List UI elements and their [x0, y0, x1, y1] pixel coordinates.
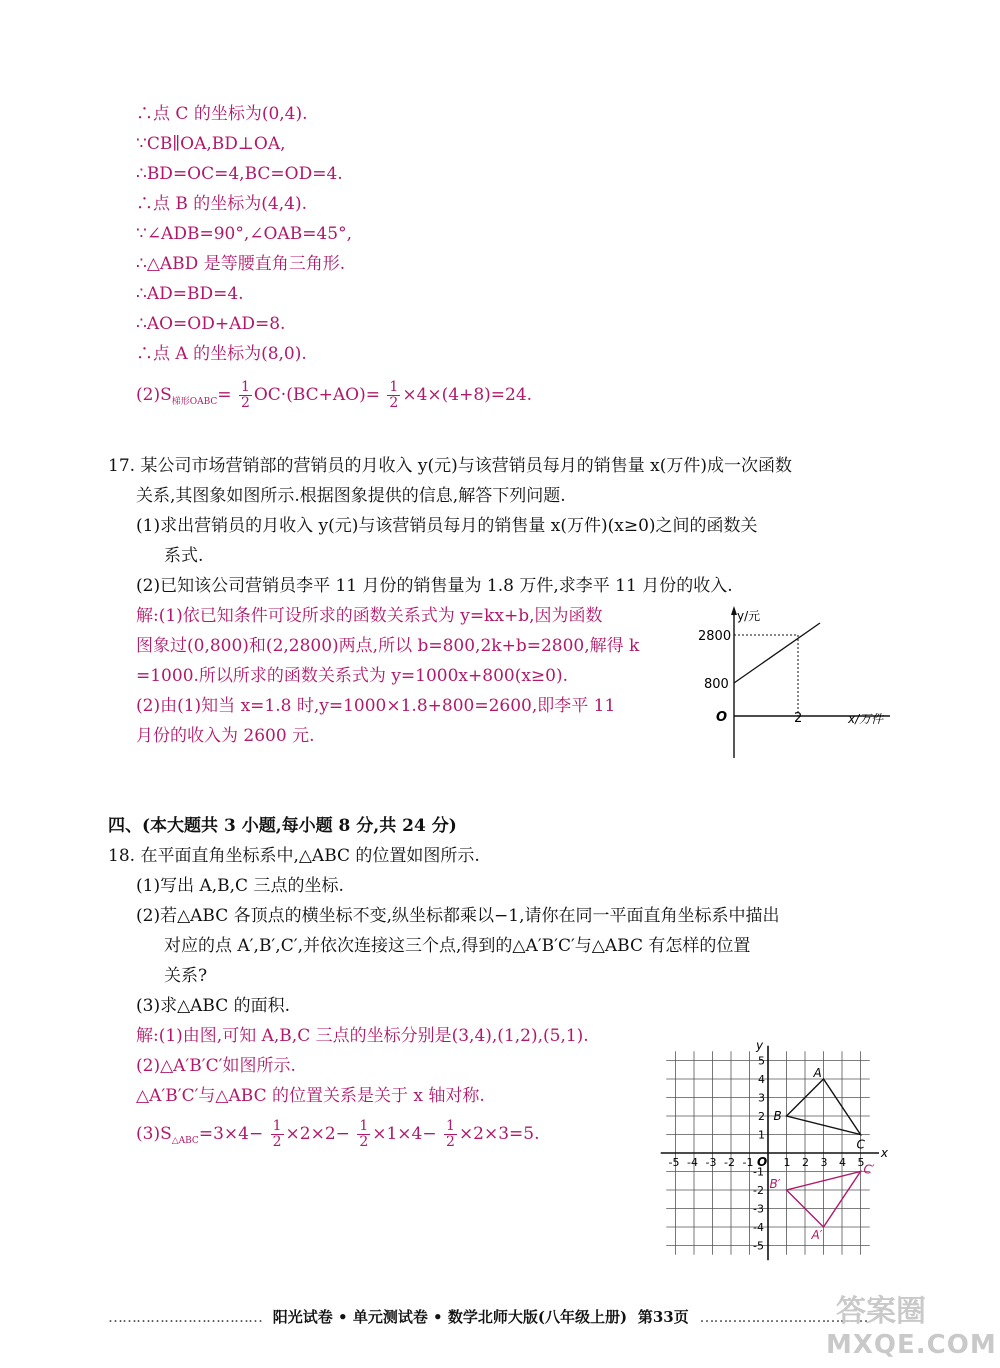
- origin-label: O: [716, 710, 728, 725]
- q18-answer4: $(3)S_{\triangle ABC}=3\times 4-$ $\frac{1}{2}$ ×2×2− $\frac{1}{2}$ ×1×4− $\frac{1}{2}$ ×2×3=5.: [136, 1118, 540, 1150]
- x-axis-label: x/万件: [848, 712, 884, 726]
- footer-dots-right: ………………………………: [699, 1308, 868, 1326]
- q17-answer3: =1000.所以所求的函数关系式为 y=1000x+800(x≥0).: [136, 666, 569, 686]
- x-tick-label: 4: [839, 1156, 846, 1169]
- fraction-half: $\frac{1}{2}$: [359, 1118, 369, 1150]
- y-tick-2800: 2800: [698, 629, 732, 644]
- point-a2-label: A′: [811, 1228, 823, 1242]
- q17-answer1: 解:(1)依已知条件可设所求的函数关系式为 y=kx+b,因为函数: [136, 606, 603, 626]
- sol16-line6: ∴△ABD 是等腰直角三角形.: [136, 254, 346, 274]
- point-c2-label: C′: [863, 1162, 875, 1177]
- sol16-line10: $(2)S_{梯形OABC}=$ $\frac{1}{2}$ OC·(BC+AO)= $\frac{1}{2}$ ×4×(4+8)=24.: [136, 379, 533, 411]
- y-tick-label: -2: [753, 1184, 764, 1197]
- x-tick-label: 1: [783, 1156, 791, 1169]
- q17-line2: 关系,其图象如图所示.根据图象提供的信息,解答下列问题.: [136, 486, 566, 506]
- y-tick-label: -1: [753, 1165, 764, 1179]
- y-tick-label: -5: [753, 1239, 764, 1253]
- page-number: 第33页: [637, 1308, 689, 1326]
- x-tick-label: -2: [724, 1156, 735, 1169]
- y-tick-label: 1: [758, 1128, 765, 1142]
- fraction-half: $\frac{1}{2}$: [389, 379, 399, 411]
- x-tick-label: -4: [687, 1156, 698, 1169]
- q18-line4: 对应的点 A′,B′,C′,并依次连接这三个点,得到的△A′B′C′与△ABC 有怎样的位置: [164, 936, 751, 956]
- x-tick-label: 2: [802, 1156, 809, 1169]
- q17-line4: 系式.: [164, 546, 204, 566]
- watermark-url: MXQE.COM: [826, 1330, 997, 1360]
- y-tick-label: 3: [758, 1091, 765, 1105]
- sol16-line5: ∵∠ADB=90°,∠OAB=45°,: [136, 224, 352, 244]
- linear-function-graph: [690, 598, 910, 768]
- point-b-label: B: [773, 1109, 782, 1123]
- q17-line3: (1)求出营销员的月收入 y(元)与该营销员每月的销售量 x(万件)(x≥0)之间的函数关: [136, 516, 758, 536]
- section4-title: 四、(本大题共 3 小题,每小题 8 分,共 24 分): [108, 816, 457, 836]
- y-axis-label: y: [756, 1038, 764, 1053]
- sol16-line8: ∴AO=OD+AD=8.: [136, 314, 286, 334]
- q17-answer5: 月份的收入为 2600 元.: [136, 726, 315, 746]
- footer-dots-left: ……………………………: [108, 1308, 262, 1326]
- function-line: [734, 623, 820, 683]
- sol16-line4: ∴点 B 的坐标为(4,4).: [136, 194, 308, 214]
- q18-answer2: (2)△A′B′C′如图所示.: [136, 1056, 296, 1076]
- y-tick-800: 800: [704, 677, 729, 692]
- sol16-line1: ∴点 C 的坐标为(0,4).: [136, 104, 308, 124]
- triangle-subscript: △ABC: [171, 1136, 199, 1146]
- y-tick-label: 4: [758, 1073, 765, 1086]
- sol16-line3: ∴BD=OC=4,BC=OD=4.: [136, 164, 343, 184]
- fraction-half: $\frac{1}{2}$: [272, 1118, 282, 1150]
- point-c-label: C: [856, 1137, 865, 1152]
- q18-line1: 18. 在平面直角坐标系中,△ABC 的位置如图所示.: [108, 846, 480, 866]
- x-tick-label: 5: [857, 1156, 865, 1169]
- q17-line5: (2)已知该公司营销员李平 11 月份的销售量为 1.8 万件,求李平 11 月份的收入.: [136, 576, 733, 596]
- q18-line3: (2)若△ABC 各顶点的横坐标不变,纵坐标都乘以−1,请你在同一平面直角坐标系中描出: [136, 906, 780, 926]
- x-axis-label: x: [880, 1146, 888, 1160]
- q18-line2: (1)写出 A,B,C 三点的坐标.: [136, 876, 344, 896]
- origin-label: O: [757, 1155, 768, 1169]
- y-tick-label: 2: [758, 1110, 765, 1123]
- coordinate-grid: [668, 1038, 900, 1253]
- watermark-logo: 答案圈: [836, 1294, 926, 1329]
- x-tick-label: -3: [705, 1156, 717, 1169]
- q17-answer4: (2)由(1)知当 x=1.8 时,y=1000×1.8+800=2600,即李平 11: [136, 696, 616, 716]
- point-a-label: A: [813, 1066, 822, 1080]
- x-tick-label: -5: [668, 1156, 680, 1169]
- fraction-half: $\frac{1}{2}$: [446, 1118, 455, 1150]
- sol16-line2: ∵CB∥OA,BD⊥OA,: [136, 134, 286, 154]
- fraction-half: $\frac{1}{2}$: [240, 379, 250, 411]
- footer-title: 阳光试卷 • 单元测试卷 • 数学北师大版(八年级上册): [272, 1308, 628, 1326]
- point-b2-label: B′: [769, 1177, 781, 1191]
- sol16-line7: ∴AD=BD=4.: [136, 284, 244, 304]
- q18-answer1: 解:(1)由图,可知 A,B,C 三点的坐标分别是(3,4),(1,2),(5,1).: [136, 1026, 589, 1046]
- y-tick-label: -3: [753, 1202, 764, 1216]
- y-axis-label: y/元: [737, 609, 761, 623]
- sol16-line9: ∴点 A 的坐标为(8,0).: [136, 344, 307, 364]
- page-footer: [108, 1306, 898, 1327]
- q18-answer3: △A′B′C′与△ABC 的位置关系是关于 x 轴对称.: [136, 1086, 485, 1106]
- trapezoid-subscript: 梯形OABC: [171, 397, 218, 407]
- x-tick-label: -1: [742, 1156, 754, 1169]
- q18-line5: 关系?: [164, 966, 208, 986]
- y-tick-label: -4: [753, 1221, 764, 1234]
- q17-line1: 17. 某公司市场营销部的营销员的月收入 y(元)与该营销员每月的销售量 x(万件)成一次函数: [108, 456, 792, 476]
- x-tick-label: 3: [820, 1156, 828, 1169]
- x-tick-2: 2: [794, 711, 803, 726]
- q18-line6: (3)求△ABC 的面积.: [136, 996, 291, 1016]
- q17-answer2: 图象过(0,800)和(2,2800)两点,所以 b=800,2k+b=2800,解得 k: [136, 636, 640, 656]
- y-tick-label: 5: [758, 1054, 765, 1068]
